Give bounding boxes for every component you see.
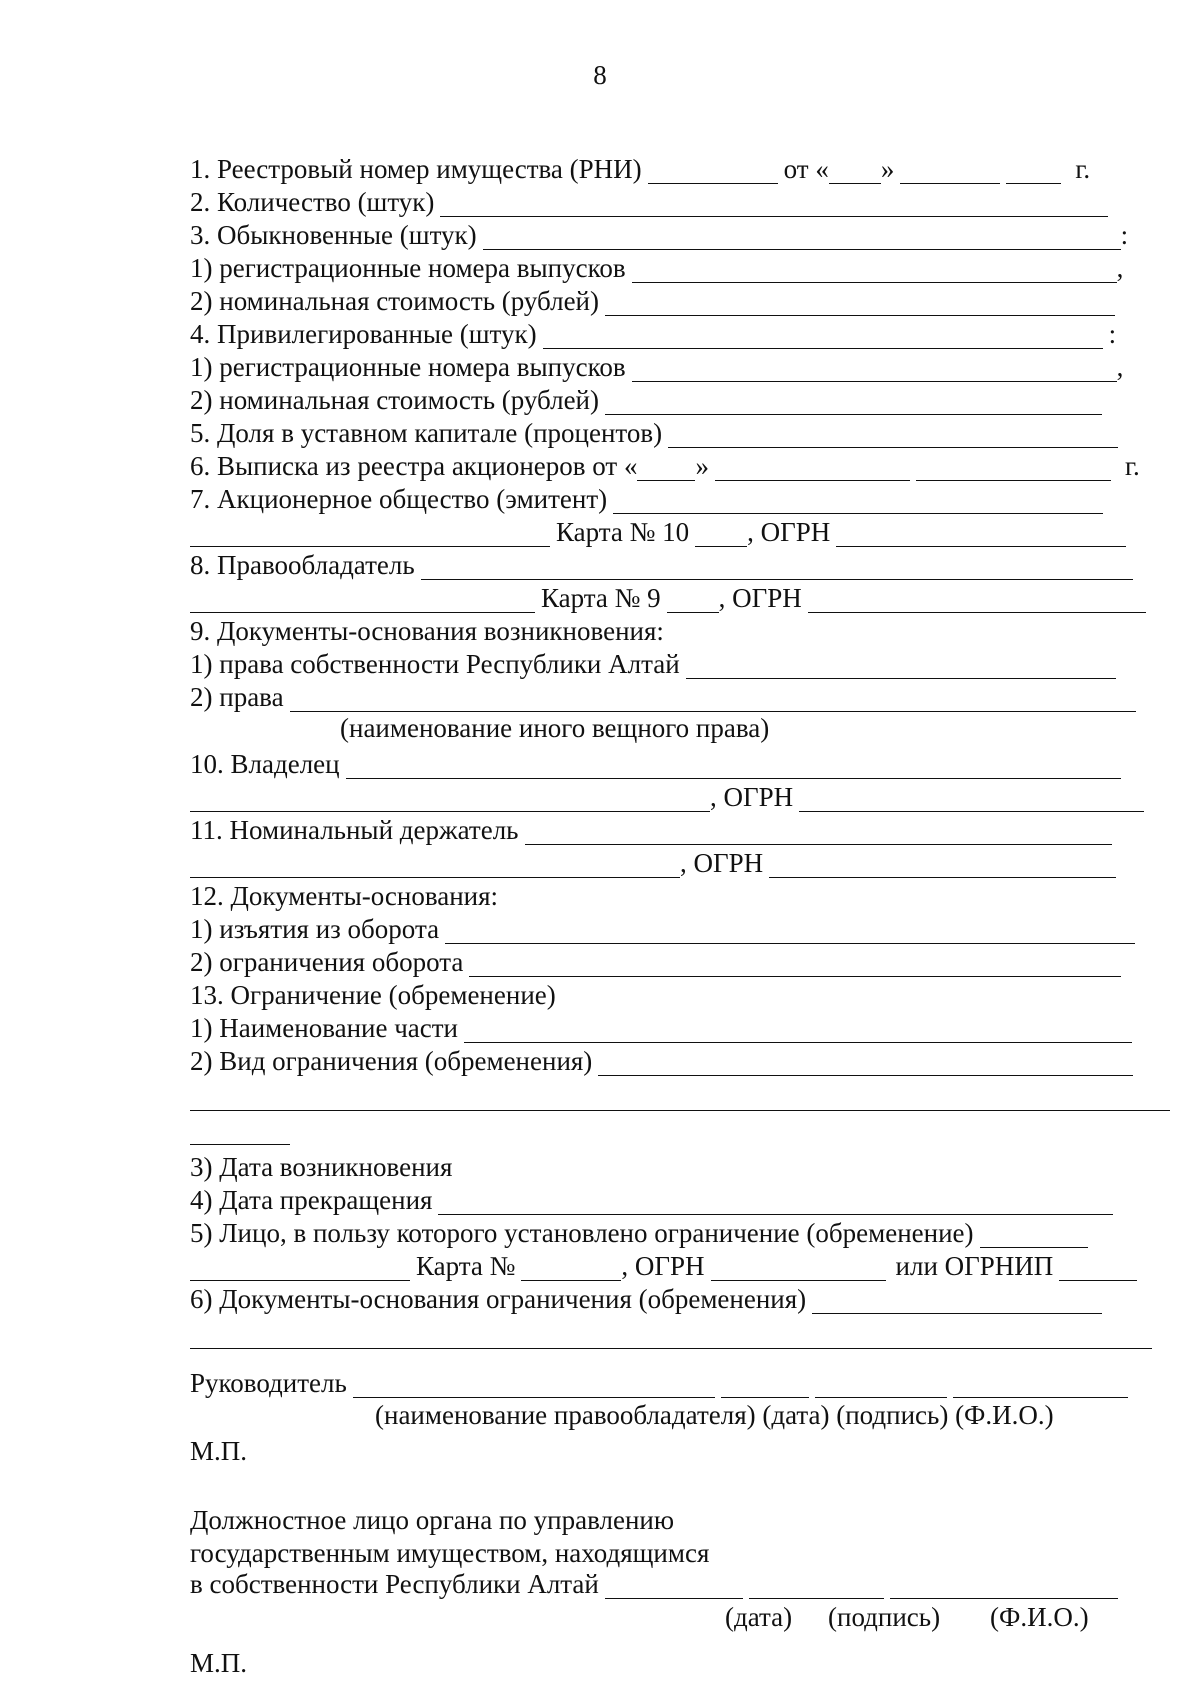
punct-colon: : <box>1108 319 1117 349</box>
blank-encumbrance-type-end[interactable] <box>190 1144 290 1145</box>
official-line-2: государственным имуществом, находящимся <box>190 1538 710 1568</box>
field-right-holder-card <box>190 581 1152 613</box>
field-preferred-nominal <box>190 383 1108 415</box>
label-capital-share: 5. Доля в уставном капитале (процентов) <box>190 418 663 448</box>
field-registry-number <box>190 152 1090 184</box>
blank-withdrawal[interactable] <box>445 917 1135 944</box>
blank-part-name[interactable] <box>464 1016 1132 1043</box>
label-start-date: 3) Дата возникновения <box>190 1152 453 1182</box>
label-registry-extract: 6. Выписка из реестра акционеров от « <box>190 451 638 481</box>
field-head-signature <box>190 1366 1134 1398</box>
field-ordinary <box>190 218 1128 250</box>
stamp-place-2: М.П. <box>190 1648 248 1678</box>
blank-official-signature[interactable] <box>749 1572 884 1599</box>
blank-preferred-nominal[interactable] <box>605 388 1102 415</box>
label-reg-numbers: 1) регистрационные номера выпусков <box>190 352 626 382</box>
blank-encumbrance-type-cont[interactable] <box>190 1110 1170 1111</box>
label-or-ogrnip: или ОГРНИП <box>895 1251 1054 1281</box>
blank-extract-day[interactable] <box>637 454 695 481</box>
blank-owner-ogrn[interactable] <box>799 785 1144 812</box>
label-ogrn: , ОГРН <box>680 848 764 878</box>
field-issuer-card <box>190 515 1132 547</box>
label-end-date: 4) Дата прекращения <box>190 1185 433 1215</box>
blank-preferred-reg-numbers[interactable] <box>632 355 1117 382</box>
label-grounds2: 12. Документы-основания: <box>190 881 499 911</box>
blank-other-right[interactable] <box>290 685 1136 712</box>
label-card: Карта № <box>416 1251 516 1281</box>
label-ogrn: , ОГРН <box>747 517 831 547</box>
blank-right-holder-cont[interactable] <box>190 586 535 613</box>
page-number: 8 <box>593 60 607 90</box>
field-owner-ogrn <box>190 780 1150 812</box>
field-quantity <box>190 185 1114 217</box>
blank-issuer[interactable] <box>613 487 1103 514</box>
label-nominal: 2) номинальная стоимость (рублей) <box>190 385 599 415</box>
field-ordinary-nominal <box>190 284 1121 316</box>
blank-extract-year[interactable] <box>916 454 1111 481</box>
blank-circulation-limit[interactable] <box>469 950 1121 977</box>
field-beneficiary <box>190 1216 1094 1248</box>
blank-encumbrance-type[interactable] <box>598 1049 1133 1076</box>
official-line-3: в собственности Республики Алтай <box>190 1569 599 1599</box>
blank-beneficiary-cont[interactable] <box>190 1254 410 1281</box>
blank-nominee-cont[interactable] <box>190 851 680 878</box>
blank-day[interactable] <box>829 157 881 184</box>
label-withdrawal: 1) изъятия из оборота <box>190 914 440 944</box>
blank-extract-month[interactable] <box>715 454 910 481</box>
label-card-10: Карта № 10 <box>556 517 690 547</box>
blank-encumbrance-docs[interactable] <box>812 1287 1102 1314</box>
blank-ownership-right[interactable] <box>686 652 1116 679</box>
field-issuer <box>190 482 1109 514</box>
label-issuer: 7. Акционерное общество (эмитент) <box>190 484 608 514</box>
label-right-holder: 8. Правообладатель <box>190 550 415 580</box>
blank-card-9[interactable] <box>667 586 719 613</box>
punct-comma: , <box>1116 253 1124 283</box>
blank-ogrnip[interactable] <box>1059 1254 1137 1281</box>
blank-head-fio[interactable] <box>953 1371 1128 1398</box>
blank-card-number[interactable] <box>521 1254 621 1281</box>
label-encumbrance-type: 2) Вид ограничения (обременения) <box>190 1046 593 1076</box>
label-other-right: 2) права <box>190 682 284 712</box>
field-beneficiary-card <box>190 1249 1143 1281</box>
official-line-1: Должностное лицо органа по управлению <box>190 1505 675 1535</box>
blank-owner-cont[interactable] <box>190 785 710 812</box>
field-nominee <box>190 813 1118 845</box>
punct-comma: , <box>1116 352 1124 382</box>
blank-ordinary[interactable] <box>483 223 1121 250</box>
label-quantity: 2. Количество (штук) <box>190 187 435 217</box>
blank-year[interactable] <box>1006 157 1061 184</box>
field-official-signature <box>190 1567 1124 1599</box>
label-card-9: Карта № 9 <box>541 583 661 613</box>
field-owner <box>190 747 1127 779</box>
caption-official-fio: (Ф.И.О.) <box>990 1602 1089 1632</box>
label-beneficiary: 5) Лицо, в пользу которого установлено ограничение (обременение) <box>190 1218 974 1248</box>
field-nominee-ogrn <box>190 846 1122 878</box>
label-circulation-limit: 2) ограничения оборота <box>190 947 464 977</box>
caption-official-signature: (подпись) <box>828 1602 941 1632</box>
label-year-suffix: г. <box>1124 451 1140 481</box>
field-preferred-reg-numbers <box>190 350 1123 382</box>
field-withdrawal <box>190 912 1141 944</box>
blank-quantity[interactable] <box>440 190 1108 217</box>
field-capital-share <box>190 416 1124 448</box>
blank-end-date[interactable] <box>438 1188 1113 1215</box>
field-registry-extract <box>190 449 1140 481</box>
blank-ordinary-nominal[interactable] <box>605 289 1115 316</box>
field-right-holder <box>190 548 1139 580</box>
blank-official-fio[interactable] <box>890 1572 1118 1599</box>
field-ordinary-reg-numbers <box>190 251 1123 283</box>
label-preferred: 4. Привилегированные (штук) <box>190 319 537 349</box>
blank-owner[interactable] <box>346 752 1121 779</box>
label-ordinary: 3. Обыкновенные (штук) <box>190 220 477 250</box>
field-end-date <box>190 1183 1119 1215</box>
field-ownership-right <box>190 647 1122 679</box>
label-grounds: 9. Документы-основания возникновения: <box>190 616 664 646</box>
label-quote-close: » <box>880 154 895 184</box>
label-owner: 10. Владелец <box>190 749 340 779</box>
field-grounds-heading <box>190 614 664 646</box>
label-quote-close: » <box>695 451 709 481</box>
field-encumbrance-docs <box>190 1282 1108 1314</box>
label-encumbrance: 13. Ограничение (обременение) <box>190 980 556 1010</box>
stamp-place-1: М.П. <box>190 1436 248 1466</box>
field-encumbrance-type <box>190 1044 1139 1076</box>
blank-issuer-ogrn[interactable] <box>836 520 1126 547</box>
blank-right-holder-name[interactable] <box>353 1371 715 1398</box>
blank-beneficiary[interactable] <box>980 1221 1088 1248</box>
label-ogrn: , ОГРН <box>710 782 794 812</box>
label-from: от « <box>783 154 829 184</box>
field-other-right <box>190 680 1142 712</box>
caption-head-signature: (наименование правообладателя) (дата) (подпись) (Ф.И.О.) <box>375 1400 1054 1430</box>
label-part-name: 1) Наименование части <box>190 1013 458 1043</box>
label-ogrn: , ОГРН <box>718 583 802 613</box>
blank-right-holder[interactable] <box>421 553 1133 580</box>
field-encumbrance-heading <box>190 978 556 1010</box>
field-part-name <box>190 1011 1138 1043</box>
blank-official-date[interactable] <box>605 1572 743 1599</box>
blank-ordinary-reg-numbers[interactable] <box>632 256 1117 283</box>
blank-head-date[interactable] <box>721 1371 809 1398</box>
label-year-suffix: г. <box>1075 154 1091 184</box>
blank-registry-number[interactable] <box>648 157 778 184</box>
punct-colon: : <box>1120 220 1129 250</box>
blank-right-holder-ogrn[interactable] <box>808 586 1146 613</box>
blank-head-signature[interactable] <box>815 1371 947 1398</box>
label-ownership-right: 1) права собственности Республики Алтай <box>190 649 680 679</box>
blank-nominee[interactable] <box>525 818 1112 845</box>
label-encumbrance-docs: 6) Документы-основания ограничения (обременения) <box>190 1284 807 1314</box>
blank-issuer-name-cont[interactable] <box>190 520 550 547</box>
blank-capital-share[interactable] <box>668 421 1118 448</box>
field-circulation-limit <box>190 945 1127 977</box>
caption-other-right: (наименование иного вещного права) <box>340 713 770 743</box>
label-nominee: 11. Номинальный держатель <box>190 815 519 845</box>
blank-encumbrance-docs-cont[interactable] <box>190 1348 1152 1349</box>
label-reg-numbers: 1) регистрационные номера выпусков <box>190 253 626 283</box>
field-grounds2-heading <box>190 879 498 911</box>
blank-beneficiary-ogrn[interactable] <box>711 1254 886 1281</box>
blank-month[interactable] <box>900 157 1000 184</box>
field-start-date <box>190 1150 452 1182</box>
blank-nominee-ogrn[interactable] <box>769 851 1116 878</box>
blank-card-10[interactable] <box>695 520 747 547</box>
field-preferred <box>190 317 1116 349</box>
label-head: Руководитель <box>190 1368 347 1398</box>
blank-preferred[interactable] <box>543 322 1103 349</box>
label-nominal: 2) номинальная стоимость (рублей) <box>190 286 599 316</box>
caption-official-date: (дата) <box>725 1602 793 1632</box>
label-registry-number: 1. Реестровый номер имущества (РНИ) <box>190 154 642 184</box>
label-ogrn: , ОГРН <box>621 1251 705 1281</box>
